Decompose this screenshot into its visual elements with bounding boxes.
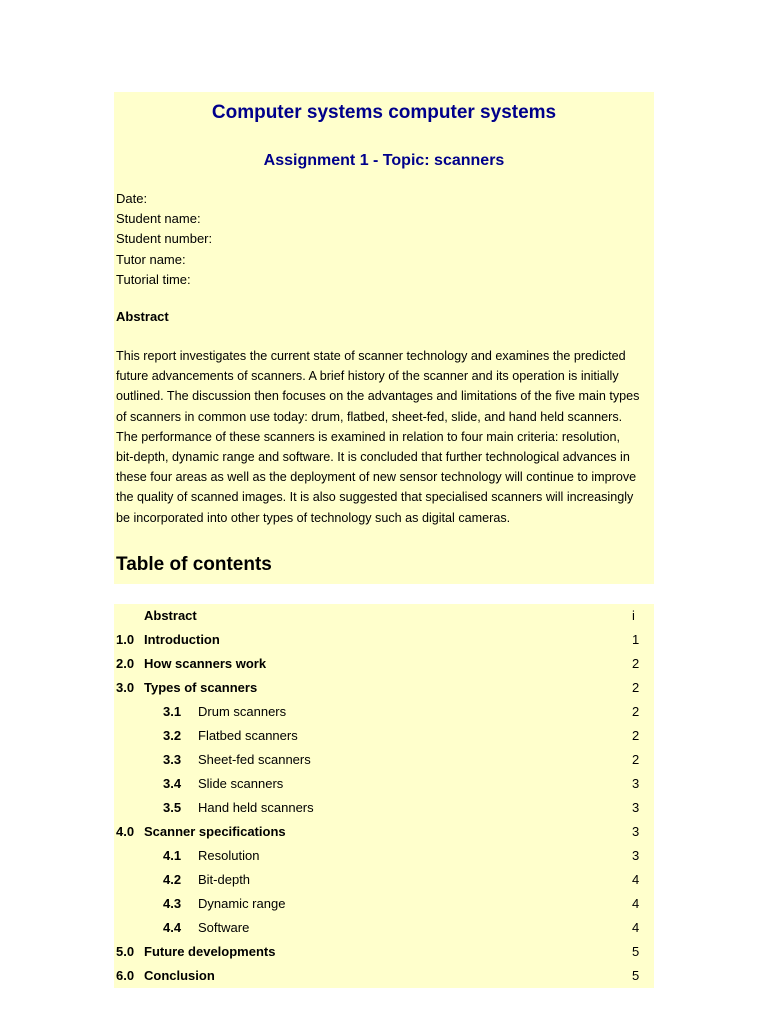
toc-entry <box>114 844 654 868</box>
toc-entry-label: Bit-depth <box>198 872 251 887</box>
toc-entry-label: Drum scanners <box>198 704 287 719</box>
toc-entry-page: i <box>632 608 635 623</box>
toc-entry-number: 3.5 <box>163 800 182 815</box>
toc-entry-label: How scanners work <box>144 656 267 671</box>
abstract-line: be incorporated into other types of technology such as digital cameras. <box>116 510 511 525</box>
toc-entry <box>114 604 654 628</box>
toc-entry-label: Software <box>198 920 250 935</box>
toc-heading: Table of contents <box>116 554 272 575</box>
toc-entry-page: 2 <box>632 704 640 719</box>
student-name-field-label: Student name: <box>116 211 201 227</box>
toc-entry-page: 1 <box>632 632 640 647</box>
toc-entry-page: 2 <box>632 752 640 767</box>
abstract-line: the quality of scanned images. It is also suggested that specialised scanners will increasingly <box>116 490 634 505</box>
abstract-line: outlined. The discussion then focuses on the advantages and limitations of the five main types <box>116 389 640 404</box>
toc-entry-label: Types of scanners <box>144 680 258 695</box>
cover-section <box>114 92 654 584</box>
toc-entry-label: Sheet-fed scanners <box>198 752 311 767</box>
toc-entry-page: 4 <box>632 896 640 911</box>
toc-entry-number: 4.0 <box>116 824 135 839</box>
toc-entry-number: 3.0 <box>116 680 135 695</box>
toc-entry <box>114 700 654 724</box>
toc-entry-number: 4.3 <box>163 896 182 911</box>
toc-entry-number: 4.2 <box>163 872 182 887</box>
date-field-label: Date: <box>116 191 148 206</box>
toc-entry-label: Dynamic range <box>198 896 286 911</box>
toc-entry-page: 5 <box>632 944 640 959</box>
toc-entry-page: 2 <box>632 728 640 743</box>
toc-entry <box>114 676 654 700</box>
toc-entry-number: 6.0 <box>116 968 135 983</box>
document-subtitle: Assignment 1 - Topic: scanners <box>263 152 505 169</box>
toc-entry-label: Future developments <box>144 944 276 959</box>
toc-entry-page: 4 <box>632 872 640 887</box>
toc-entry-page: 3 <box>632 824 640 839</box>
abstract-heading: Abstract <box>116 309 169 324</box>
toc-entry-page: 2 <box>632 656 640 671</box>
abstract-paragraph <box>116 346 654 528</box>
toc-entry-number: 3.3 <box>163 752 182 767</box>
toc-entry <box>114 868 654 892</box>
toc-entry-number: 2.0 <box>116 656 135 671</box>
toc-entry <box>114 892 654 916</box>
toc-entry <box>114 964 654 988</box>
toc-entry <box>114 772 654 796</box>
toc-entry <box>114 940 654 964</box>
toc-entry <box>114 652 654 676</box>
student-details <box>116 189 212 290</box>
abstract-line: The performance of these scanners is examined in relation to four main criteria: resolution, <box>116 429 620 444</box>
toc-entry-label: Hand held scanners <box>198 800 314 815</box>
toc-entry-number: 4.1 <box>163 848 182 863</box>
toc-entry-label: Conclusion <box>144 968 215 983</box>
toc-entry-number: 3.2 <box>163 728 182 743</box>
abstract-line: This report investigates the current state of scanner technology and examines the predicted <box>116 349 626 363</box>
toc-entry-label: Scanner specifications <box>144 824 286 839</box>
toc-entry-page: 2 <box>632 680 640 695</box>
abstract-line: of scanners in common use today: drum, flatbed, sheet-fed, slide, and hand held scanners. <box>116 409 623 424</box>
toc-entry <box>114 628 654 652</box>
toc-entry-number: 4.4 <box>163 920 182 935</box>
toc-entry-label: Slide scanners <box>198 776 284 791</box>
toc-entry <box>114 724 654 748</box>
toc-entry-page: 3 <box>632 800 640 815</box>
toc-entry <box>114 916 654 940</box>
toc-entry-page: 5 <box>632 968 640 983</box>
table-of-contents <box>114 604 654 988</box>
tutorial-time-field-label: Tutorial time: <box>116 271 191 287</box>
toc-entry-label: Resolution <box>198 848 260 863</box>
toc-entry-page: 3 <box>632 848 640 863</box>
abstract-line: these four areas as well as the deployment of new sensor technology will continue to improve <box>116 470 637 485</box>
toc-entry <box>114 748 654 772</box>
toc-entry-label: Flatbed scanners <box>198 728 298 743</box>
abstract-line: bit-depth, dynamic range and software. It is concluded that further technological advances in <box>116 450 630 465</box>
document-title: Computer systems computer systems <box>211 102 557 123</box>
student-number-field-label: Student number: <box>116 231 213 247</box>
toc-entry-page: 3 <box>632 776 640 791</box>
toc-entry-page: 4 <box>632 920 640 935</box>
toc-entry <box>114 796 654 820</box>
abstract-line: future advancements of scanners. A brief history of the scanner and its operation is initially <box>116 369 619 384</box>
toc-entry-label: Abstract <box>144 608 197 623</box>
toc-entry-number: 1.0 <box>116 632 135 647</box>
toc-entry-label: Introduction <box>144 632 220 647</box>
tutor-name-field-label: Tutor name: <box>116 251 186 267</box>
toc-entry <box>114 820 654 844</box>
toc-entry-number: 3.4 <box>163 776 182 791</box>
toc-entry-number: 5.0 <box>116 944 135 959</box>
toc-entry-number: 3.1 <box>163 704 182 719</box>
